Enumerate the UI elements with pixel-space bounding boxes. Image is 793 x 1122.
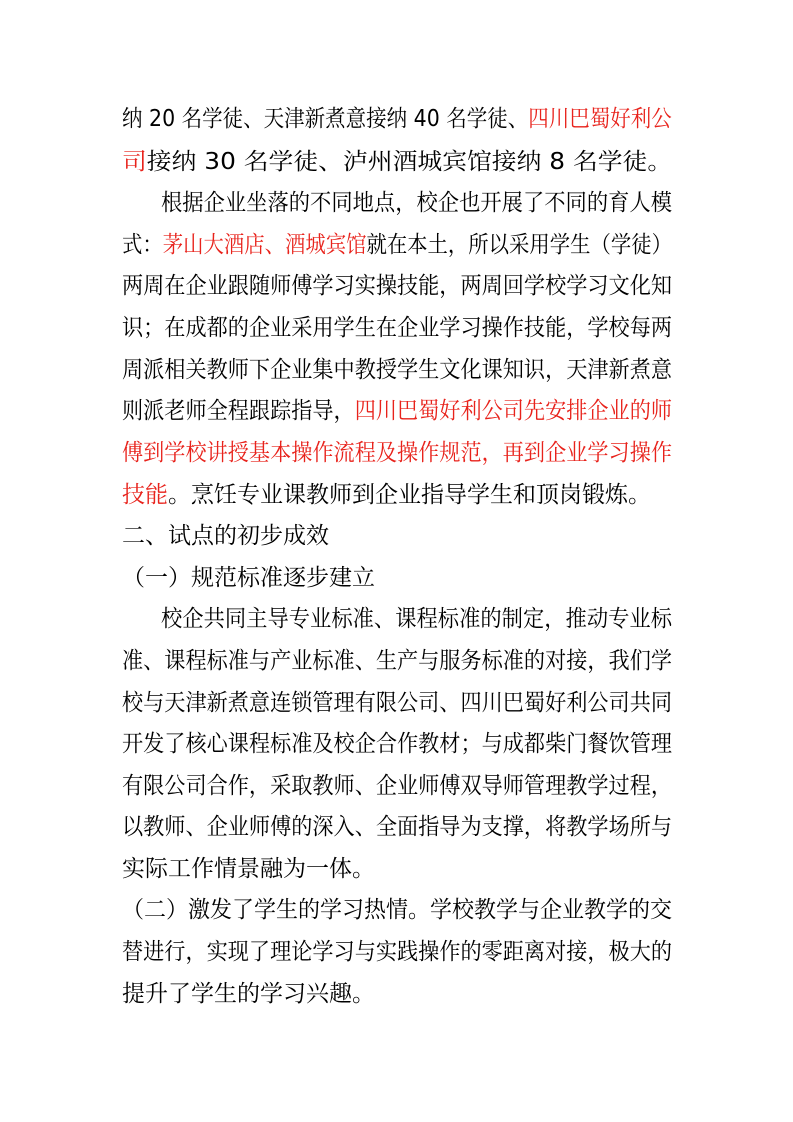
body-text: 二、试点的初步成效 [122, 523, 329, 549]
text-line [122, 147, 672, 177]
body-text: （一）规范标准逐步建立 [122, 565, 375, 591]
text-line [122, 271, 672, 301]
body-text: 两周在企业跟随师傅学习实操技能，两周回学校学习文化知 [122, 273, 672, 299]
text-line [122, 729, 672, 759]
body-text: 识；在成都的企业采用学生在企业学习操作技能，学校每两 [122, 315, 672, 341]
body-text: 就在本土，所以采用学生（学徒） [366, 232, 672, 258]
body-text: 有限公司合作，采取教师、企业师傅双导师管理教学过程， [122, 773, 672, 799]
body-text: 校企共同主导专业标准、课程标准的制定，推动专业标 [161, 606, 672, 632]
body-text: 替进行，实现了理论学习与实践操作的零距离对接，极大的 [122, 939, 672, 965]
text-line [122, 979, 375, 1009]
text-line [122, 937, 672, 967]
text-line [161, 604, 672, 634]
body-text: 校与天津新煮意连锁管理有限公司、四川巴蜀好利公司共同 [122, 690, 672, 716]
text-line [122, 521, 329, 551]
text-line [122, 854, 375, 884]
text-line [122, 480, 651, 510]
body-text: 周派相关教师下企业集中教授学生文化课知识，天津新煮意 [122, 357, 672, 383]
text-line [122, 771, 672, 801]
highlighted-text: 茅山大酒店、酒城宾馆 [162, 232, 367, 258]
text-line [122, 563, 375, 593]
body-text: 根据企业坐落的不同地点，校企也开展了不同的育人模 [161, 190, 672, 216]
body-text: 式： [122, 232, 163, 258]
text-line [122, 230, 672, 260]
highlighted-text: 技能 [122, 482, 168, 508]
text-line [122, 313, 672, 343]
body-text: 则派老师全程跟踪指导， [122, 398, 355, 424]
highlighted-text: 傅到学校讲授基本操作流程及操作规范，再到企业学习操作 [122, 440, 672, 466]
highlighted-text: 四川巴蜀好利公司先安排企业的师 [354, 398, 672, 424]
body-text: 纳 20 名学徒、天津新煮意接纳 40 名学徒、 [122, 106, 529, 132]
text-line [122, 812, 672, 842]
text-line [122, 895, 672, 925]
text-line [122, 688, 672, 718]
text-line [122, 438, 672, 468]
text-line [122, 355, 672, 385]
highlighted-text: 四川巴蜀好利公 [528, 106, 672, 132]
text-line [122, 396, 672, 426]
body-text: 开发了核心课程标准及校企合作教材；与成都柴门餐饮管理 [122, 731, 672, 757]
body-text: 。烹饪专业课教师到企业指导学生和顶岗锻炼。 [168, 482, 651, 508]
body-text: （二）激发了学生的学习热情。学校教学与企业教学的交 [122, 897, 672, 923]
body-text: 以教师、企业师傅的深入、全面指导为支撑，将教学场所与 [122, 814, 672, 840]
highlighted-text: 司 [122, 149, 147, 175]
body-text: 实际工作情景融为一体。 [122, 856, 375, 882]
text-line [122, 104, 672, 134]
body-text: 准、课程标准与产业标准、生产与服务标准的对接，我们学 [122, 648, 672, 674]
text-line [161, 188, 672, 218]
text-line [122, 646, 672, 676]
body-text: 提升了学生的学习兴趣。 [122, 981, 375, 1007]
body-text: 接纳 30 名学徒、泸州酒城宾馆接纳 8 名学徒。 [146, 149, 673, 175]
